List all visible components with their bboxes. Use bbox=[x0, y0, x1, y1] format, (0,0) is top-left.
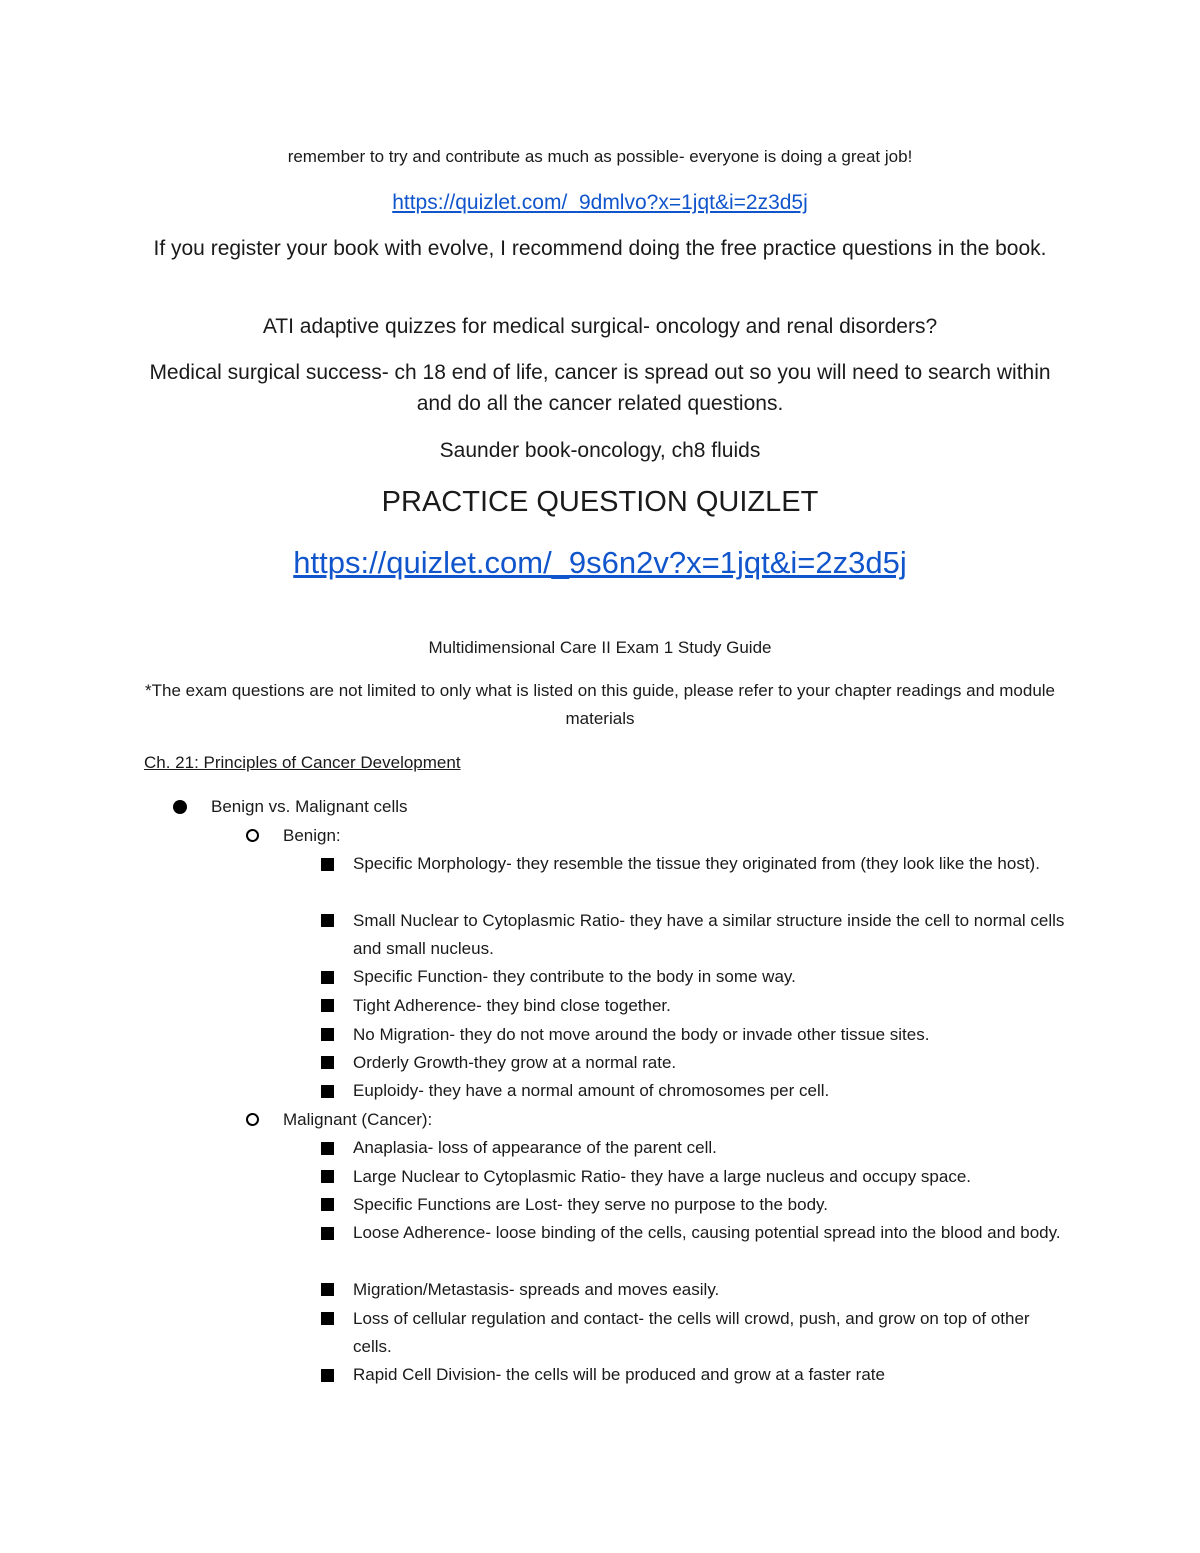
benign-item: Tight Adherence- they bind close together. bbox=[353, 996, 671, 1015]
practice-heading: PRACTICE QUESTION QUIZLET bbox=[381, 486, 819, 518]
medsurg-text: Medical surgical success- ch 18 end of life, cancer is spread out so you will need to search within and do all the cancer related questions. bbox=[149, 361, 1051, 415]
bullet-square-icon bbox=[321, 1142, 334, 1155]
malignant-item: Specific Functions are Lost- they serve no purpose to the body. bbox=[353, 1195, 829, 1214]
bullet-square-icon bbox=[321, 1369, 334, 1382]
evolve-recommendation: If you register your book with evolve, I recommend doing the free practice questions in the book. bbox=[153, 237, 1047, 260]
malignant-item: Migration/Metastasis- spreads and moves easily. bbox=[353, 1280, 720, 1299]
malignant-item: Large Nuclear to Cytoplasmic Ratio- they have a large nucleus and occupy space. bbox=[353, 1167, 972, 1186]
malignant-label: Malignant (Cancer): bbox=[283, 1110, 433, 1129]
bullet-square-icon bbox=[321, 858, 334, 871]
bullet-square-icon bbox=[321, 1227, 334, 1240]
guide-note: *The exam questions are not limited to only what is listed on this guide, please refer to your chapter readings and module materials bbox=[144, 681, 1055, 728]
bullet-ring-icon bbox=[246, 1113, 259, 1126]
bullet-square-icon bbox=[321, 1085, 334, 1098]
bullet-square-icon bbox=[321, 999, 334, 1012]
malignant-item: Loose Adherence- loose binding of the cells, causing potential spread into the blood and body. bbox=[353, 1223, 1061, 1242]
benign-item: Specific Function- they contribute to the body in some way. bbox=[353, 967, 796, 986]
bullet-square-icon bbox=[321, 971, 334, 984]
malignant-item: Anaplasia- loss of appearance of the parent cell. bbox=[353, 1138, 717, 1157]
bullet-square-icon bbox=[321, 914, 334, 927]
bullet-square-icon bbox=[321, 1198, 334, 1211]
bullet-square-icon bbox=[321, 1028, 334, 1041]
bullet-dot-icon bbox=[173, 800, 187, 814]
ati-text: ATI adaptive quizzes for medical surgical- oncology and renal disorders? bbox=[262, 315, 938, 338]
bullet-square-icon bbox=[321, 1312, 334, 1325]
benign-item: Orderly Growth-they grow at a normal rate. bbox=[353, 1053, 677, 1072]
quizlet-link-2[interactable]: https://quizlet.com/_9s6n2v?x=1jqt&i=2z3d5j bbox=[293, 545, 907, 580]
chapter-heading: Ch. 21: Principles of Cancer Development bbox=[144, 753, 461, 772]
guide-title: Multidimensional Care II Exam 1 Study Guide bbox=[428, 638, 772, 657]
bullet-ring-icon bbox=[246, 829, 259, 842]
bullet-square-icon bbox=[321, 1283, 334, 1296]
benign-item: Small Nuclear to Cytoplasmic Ratio- they have a similar structure inside the cell to normal cells and small nucleus. bbox=[353, 911, 1065, 958]
quizlet-link-1[interactable]: https://quizlet.com/_9dmlvo?x=1jqt&i=2z3d5j bbox=[392, 191, 808, 214]
benign-label: Benign: bbox=[283, 826, 341, 845]
benign-item: Euploidy- they have a normal amount of chromosomes per cell. bbox=[353, 1081, 830, 1100]
bullet-square-icon bbox=[321, 1056, 334, 1069]
malignant-item: Rapid Cell Division- the cells will be produced and grow at a faster rate bbox=[353, 1365, 885, 1384]
benign-item: Specific Morphology- they resemble the tissue they originated from (they look like the host). bbox=[353, 854, 1040, 873]
topic-label: Benign vs. Malignant cells bbox=[211, 797, 408, 816]
quizlet-link-line bbox=[130, 187, 1070, 218]
bullet-square-icon bbox=[321, 1170, 334, 1183]
quizlet-link-line-2 bbox=[130, 544, 1070, 582]
malignant-item: Loss of cellular regulation and contact- the cells will crowd, push, and grow on top of other cells. bbox=[353, 1309, 1030, 1356]
reminder-text: remember to try and contribute as much as possible- everyone is doing a great job! bbox=[287, 147, 913, 166]
benign-item: No Migration- they do not move around the body or invade other tissue sites. bbox=[353, 1025, 930, 1044]
saunder-text: Saunder book-oncology, ch8 fluids bbox=[439, 439, 761, 462]
